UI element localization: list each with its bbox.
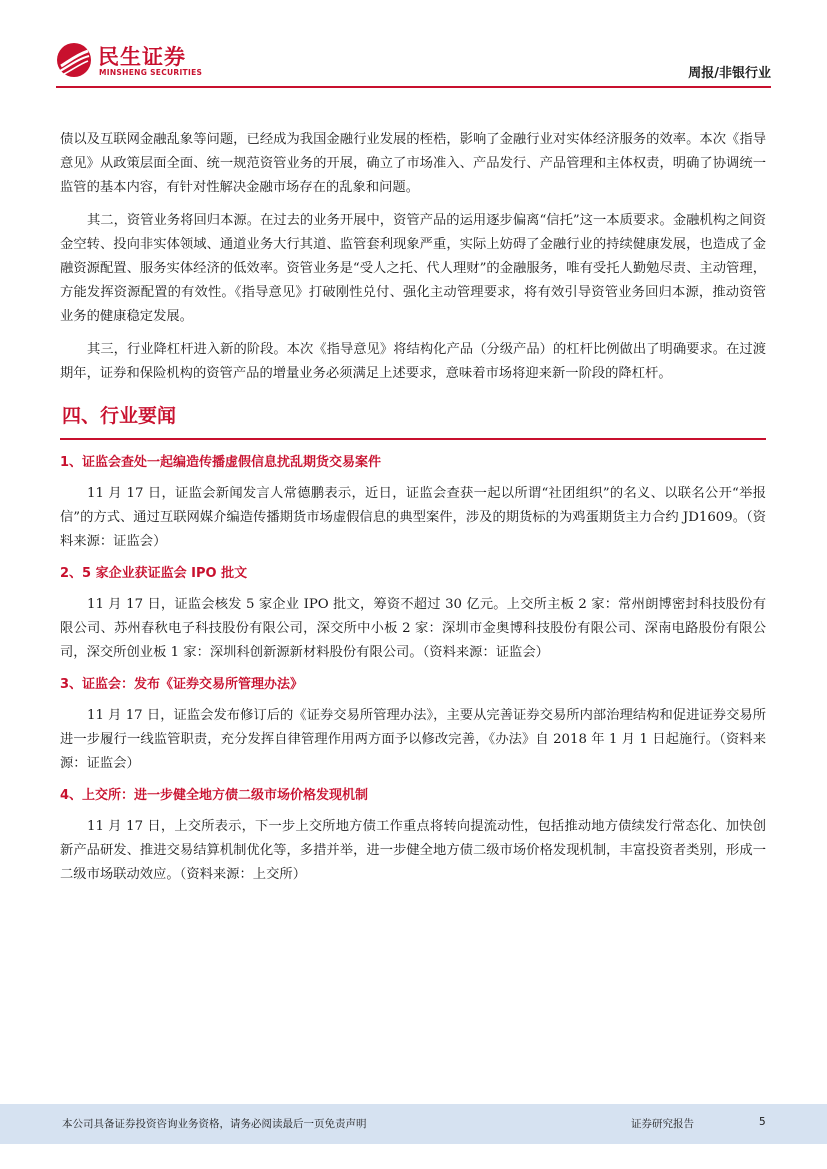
body-paragraph: 其二，资管业务将回归本源。在过去的业务开展中，资管产品的运用逐步偏离“信托”这一本质要求。金融机构之间资金空转、投向非实体领域、通道业务大行其道、监管套利现象严重，实际上妨碍了金融行业的持续健康发展，也造成了金融资源配置、服务实体经济的低效率。资管业务是“受人之托、代人理财”的金融服务，唯有受托人勤勉尽责、主动管理，方能发挥资源配置的有效性。《指导意见》打破刚性兑付、强化主动管理要求，将有效引导资管业务回归本源，推动资管业务的健康稳定发展。 — [60, 213, 766, 324]
page-number: 5 — [759, 1116, 766, 1128]
report-category: 周报/非银行业 — [688, 66, 771, 81]
section-divider — [60, 438, 766, 440]
news-heading: 2、5 家企业获证监会 IPO 批文 — [60, 566, 248, 581]
page-footer — [0, 1104, 827, 1144]
news-paragraph: 11 月 17 日，证监会核发 5 家企业 IPO 批文，筹资不超过 30 亿元。上交所主板 2 家：常州朗博密封科技股份有限公司、苏州春秋电子科技股份有限公司，深交所中小板 2 家：深圳市金奥博科技股份有限公司、深南电路股份有限公司，深交所创业板 1 家：深圳科创新源新材料股份有限公司。（资料来源：证监会） — [60, 597, 766, 660]
footer-disclaimer: 本公司具备证券投资咨询业务资格，请务必阅读最后一页免责声明 — [62, 1118, 367, 1130]
logo-english-name: MINSHENG SECURITIES — [99, 68, 203, 77]
news-paragraph: 11 月 17 日，上交所表示，下一步上交所地方债工作重点将转向提流动性，包括推动地方债续发行常态化、加快创新产品研发、推进交易结算机制优化等，多措并举，进一步健全地方债二级市场价格发现机制，丰富投资者类别，形成一二级市场联动效应。（资料来源：上交所） — [60, 819, 766, 882]
body-paragraph: 其三，行业降杠杆进入新的阶段。本次《指导意见》将结构化产品（分级产品）的杠杆比例做出了明确要求。在过渡期年，证券和保险机构的资管产品的增量业务必须满足上述要求，意味着市场将迎来新一阶段的降杠杆。 — [60, 342, 766, 381]
body-paragraph: 债以及互联网金融乱象等问题，已经成为我国金融行业发展的桎梏，影响了金融行业对实体经济服务的效率。本次《指导意见》从政策层面全面、统一规范资管业务的开展，确立了市场准入、产品发行、产品管理和主体权责，明确了协调统一监管的基本内容，有针对性解决金融市场存在的乱象和问题。 — [60, 132, 766, 195]
header-divider — [56, 86, 771, 88]
footer-report-type: 证券研究报告 — [631, 1118, 694, 1130]
logo-chinese-name: 民生证券 — [98, 45, 186, 69]
news-paragraph: 11 月 17 日，证监会发布修订后的《证券交易所管理办法》，主要从完善证券交易所内部治理结构和促进证券交易所进一步履行一线监管职责，充分发挥自律管理作用两方面予以修改完善，《办法》自 2018 年 1 月 1 日起施行。（资料来源：证监会） — [60, 708, 766, 771]
section-title: 四、行业要闻 — [62, 405, 177, 427]
minsheng-logo-icon — [56, 42, 92, 78]
news-paragraph: 11 月 17 日，证监会新闻发言人常德鹏表示，近日，证监会查获一起以所谓“社团组织”的名义、以联名公开“举报信”的方式、通过互联网媒介编造传播期货市场虚假信息的典型案件，涉及的期货标的为鸡蛋期货主力合约 JD1609。（资料来源：证监会） — [60, 486, 766, 549]
main-content — [60, 128, 766, 896]
news-heading: 3、证监会：发布《证券交易所管理办法》 — [60, 677, 304, 692]
page-header — [0, 0, 827, 90]
news-heading: 1、证监会查处一起编造传播虚假信息扰乱期货交易案件 — [60, 455, 382, 470]
news-heading: 4、上交所：进一步健全地方债二级市场价格发现机制 — [60, 788, 369, 803]
